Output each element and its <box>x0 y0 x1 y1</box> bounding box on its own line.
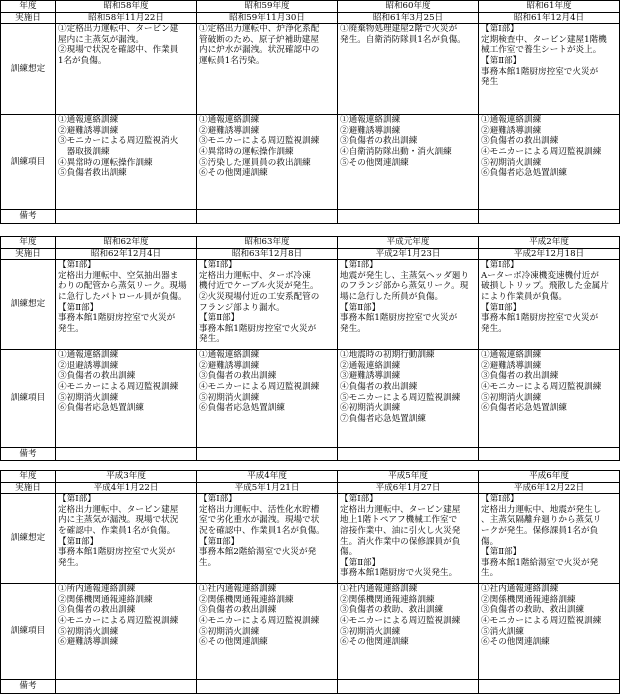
year-row <box>1 471 620 483</box>
cell-line: フランジ部より漏水。 <box>199 302 285 313</box>
cell-line: に急行したパトロール員が負傷。 <box>58 291 187 302</box>
items-cell <box>197 350 338 448</box>
cell-line: 事務本館1階厨房控室で火災が <box>58 313 176 324</box>
notes-row <box>1 210 620 224</box>
cell-line: 事務本館2階給湯室で火災が発 <box>199 547 317 558</box>
cell-line: ①社内通報連絡訓練 <box>481 584 559 595</box>
scenario-cell <box>56 24 197 115</box>
date-cell: 昭和61年12月4日 <box>479 12 620 24</box>
cell-line: ②関係機関通報連絡訓練 <box>481 594 576 605</box>
cell-line: 【第Ⅱ部】 <box>58 536 99 547</box>
cell-line: わりの配管から蒸気リーク。現場 <box>58 281 187 292</box>
cell-line: ②避難誘導訓練 <box>199 360 260 371</box>
cell-line: 管破断のため、原子炉補助建屋 <box>199 34 319 45</box>
cell-line: 【第Ⅱ部】 <box>481 547 522 558</box>
date-row <box>1 482 620 494</box>
items-cell <box>338 584 479 680</box>
items-cell <box>338 350 479 448</box>
cell-line: 器取扱訓練 <box>58 146 110 157</box>
cell-line: 【第Ⅰ部】 <box>199 260 237 271</box>
cell-line: ③負傷者の救出訓練 <box>340 136 418 147</box>
cell-line: ③避難誘導訓練 <box>340 371 401 382</box>
cell-line: ⑥その他関連訓練 <box>199 168 268 179</box>
cell-line: ③負傷者の救助、救出訓練 <box>340 605 444 616</box>
cell-line: ④モニカーによる周辺監視訓練 <box>199 381 320 392</box>
drill-table-2 <box>0 236 620 461</box>
cell-line: 機付近でケーブル火災が発生。 <box>199 281 319 292</box>
cell-line: 【第Ⅱ部】 <box>481 302 522 313</box>
cell-line: 室で劣化重水が漏洩。現場で状 <box>199 515 320 526</box>
year-cell: 昭和60年度 <box>338 1 479 13</box>
items-label: 訓練項目 <box>1 350 56 448</box>
date-cell: 昭和62年12月4日 <box>56 248 197 260</box>
cell-line: 破損しトリップ。飛散した金属片 <box>481 281 609 292</box>
cell-line: ⑤モニカーによる周辺監視訓練 <box>340 392 461 403</box>
cell-line: ②火災現場付近の工安系配管の <box>199 291 320 302</box>
cell-line: 【第Ⅱ部】 <box>340 557 381 568</box>
cell-line: 生。 <box>199 557 217 568</box>
cell-line: ③負傷者の救助、救出訓練 <box>481 605 585 616</box>
date-cell: 昭和59年11月30日 <box>197 12 338 24</box>
items-cell <box>479 350 620 448</box>
items-cell <box>197 115 338 210</box>
cell-line: ①地震時の初期行動訓練 <box>340 350 435 361</box>
cell-line: ⑥その他関連訓練 <box>481 637 550 648</box>
year-cell: 平成6年度 <box>479 471 620 483</box>
year-cell: 昭和62年度 <box>56 237 197 249</box>
cell-line: 事務本館1階厨房控室で火災が <box>340 313 458 324</box>
cell-line: 【第Ⅰ部】 <box>58 494 96 505</box>
year-cell: 昭和58年度 <box>56 1 197 13</box>
cell-line: 発生。 <box>58 557 84 568</box>
cell-line: ④モニカーによる周辺監視訓練 <box>481 615 602 626</box>
cell-line: ④負傷者の救出訓練 <box>340 381 418 392</box>
year-row <box>1 1 620 13</box>
cell-line: ④異常時の運転操作訓練 <box>199 146 294 157</box>
notes-cell <box>56 680 197 694</box>
cell-line: 事務本館1階厨房控室で火災が <box>481 66 599 77</box>
date-cell: 平成2年12月18日 <box>479 248 620 260</box>
date-cell: 平成6年1月27日 <box>338 482 479 494</box>
cell-line: ②避難誘導訓練 <box>340 125 401 136</box>
cell-line: 【第Ⅰ部】 <box>340 494 378 505</box>
notes-cell <box>479 210 620 224</box>
cell-line: 事務本館1階厨房控室で火災が <box>481 313 599 324</box>
scenario-row <box>1 260 620 350</box>
cell-line: 【第Ⅰ部】 <box>58 260 96 271</box>
cell-line: ④モニカーによる周辺監視訓練 <box>199 615 320 626</box>
cell-line: 【第Ⅱ部】 <box>199 313 240 324</box>
notes-cell <box>338 210 479 224</box>
drill-table-3 <box>0 470 620 694</box>
date-cell: 平成2年1月23日 <box>338 248 479 260</box>
drill-table-1 <box>0 0 620 224</box>
cell-line: ①定格出力運転中、タービン建 <box>58 24 179 35</box>
date-row <box>1 248 620 260</box>
cell-line: 【第Ⅱ部】 <box>340 302 381 313</box>
cell-line: ①通報連絡訓練 <box>58 350 119 361</box>
cell-line: 事務本館1階厨房控室で火災が <box>58 547 176 558</box>
items-cell <box>479 584 620 680</box>
cell-line: ①通報連絡訓練 <box>199 115 260 126</box>
cell-line: 械工作室で養生シートが炎上。 <box>481 45 602 56</box>
cell-line: ⑤負傷者救出訓練 <box>58 168 127 179</box>
cell-line: ⑤初期消火訓練 <box>58 392 119 403</box>
cell-line: ①通報連絡訓練 <box>481 115 542 126</box>
cell-line: 事務本館1階給湯室で火災が発 <box>481 557 599 568</box>
date-label: 実施日 <box>1 12 56 24</box>
cell-line: ④モニカーによる周辺監視訓練 <box>340 615 461 626</box>
cell-line: ⑥初期消火訓練 <box>340 403 401 414</box>
cell-line: ②避難誘導訓練 <box>58 125 119 136</box>
date-row <box>1 12 620 24</box>
cell-line: ①通報連絡訓練 <box>481 350 542 361</box>
year-cell: 平成4年度 <box>197 471 338 483</box>
notes-cell <box>479 680 620 694</box>
cell-line: 傷。 <box>481 536 499 547</box>
scenario-label: 訓練想定 <box>1 260 56 350</box>
scenario-cell <box>197 24 338 115</box>
notes-cell <box>56 448 197 461</box>
cell-line: 定格出力運転中、地震が発生し <box>481 504 602 515</box>
year-cell: 平成3年度 <box>56 471 197 483</box>
cell-line: ⑤その他関連訓練 <box>340 157 409 168</box>
cell-line: 【第Ⅱ部】 <box>199 536 240 547</box>
scenario-cell <box>338 494 479 584</box>
notes-row <box>1 448 620 461</box>
year-label: 年度 <box>1 471 56 483</box>
date-cell: 昭和63年12月8日 <box>197 248 338 260</box>
cell-line: により作業員が負傷。 <box>481 291 567 302</box>
cell-line: ①通報連絡訓練 <box>340 115 401 126</box>
cell-line: Aーターボ冷凍機変速機付近が <box>481 270 599 281</box>
cell-line: ⑥その他関連訓練 <box>340 637 409 648</box>
cell-line: ⑤初期消火訓練 <box>199 392 260 403</box>
date-cell: 昭和58年11月22日 <box>56 12 197 24</box>
cell-line: 【第Ⅱ部】 <box>58 302 99 313</box>
cell-line: 運転員1名汚染。 <box>199 55 265 66</box>
notes-cell <box>479 448 620 461</box>
cell-line: 定格出力運転中、タービン建屋 <box>340 504 461 515</box>
cell-line: を確認中、作業員1名が負傷。 <box>58 525 176 536</box>
items-cell <box>338 115 479 210</box>
cell-line: ⑤消火訓練 <box>481 626 524 637</box>
cell-line: ①通報連絡訓練 <box>199 350 260 361</box>
cell-line: ⑤初期消火訓練 <box>58 626 119 637</box>
cell-line: ②関係機関通報連絡訓練 <box>340 594 435 605</box>
cell-line: ④モニカーによる周辺監視訓練 <box>58 381 179 392</box>
cell-line: ①通報連絡訓練 <box>58 115 119 126</box>
scenario-cell <box>479 494 620 584</box>
cell-line: ④異常時の運転操作訓練 <box>58 157 153 168</box>
cell-line: ②避難誘導訓練 <box>199 125 260 136</box>
cell-line: ②現場で状況を確認中、作業員 <box>58 45 179 56</box>
date-label: 実施日 <box>1 482 56 494</box>
cell-line: ③負傷者の救出訓練 <box>481 371 559 382</box>
items-row <box>1 584 620 680</box>
cell-line: 事務本館1階厨房控室で火災が <box>199 323 317 334</box>
cell-line: 【第Ⅱ部】 <box>481 55 522 66</box>
items-cell <box>197 584 338 680</box>
notes-cell <box>338 680 479 694</box>
scenario-cell <box>479 24 620 115</box>
notes-row <box>1 680 620 694</box>
cell-line: ⑤初期消火訓練 <box>481 157 542 168</box>
cell-line: 発生。自衛消防隊員1名が負傷。 <box>340 34 466 45</box>
cell-line: ⑤初期消火訓練 <box>340 626 401 637</box>
date-label: 実施日 <box>1 248 56 260</box>
cell-line: 1名が負傷。 <box>58 55 107 66</box>
cell-line: 況を確認中、作業員1名が負傷。 <box>199 525 325 536</box>
scenario-cell <box>197 260 338 350</box>
scenario-cell <box>56 260 197 350</box>
items-row <box>1 350 620 448</box>
cell-line: 【第Ⅰ部】 <box>481 24 519 35</box>
year-cell: 平成2年度 <box>479 237 620 249</box>
cell-line: 溶接作業中、油に引火し火災発 <box>340 525 461 536</box>
cell-line: 地震が発生し、主蒸気ヘッダ廻り <box>340 270 469 281</box>
cell-line: 発生 <box>481 77 499 88</box>
year-label: 年度 <box>1 1 56 13</box>
notes-cell <box>197 210 338 224</box>
items-cell <box>479 115 620 210</box>
cell-line: ④モニカーによる周辺監視訓練 <box>481 381 602 392</box>
cell-line: ①社内通報連絡訓練 <box>340 584 418 595</box>
cell-line: ⑦負傷者応急処置訓練 <box>340 413 426 424</box>
cell-line: ークが発生。保修課員1名が負 <box>481 525 599 536</box>
year-cell: 昭和61年度 <box>479 1 620 13</box>
cell-line: 地上1階トペアフ機械工作室で <box>340 515 458 526</box>
cell-line: 発生。 <box>340 323 366 334</box>
cell-line: ④自衛消防隊出動・消火訓練 <box>340 146 452 157</box>
cell-line: 発生。 <box>199 334 225 345</box>
scenario-row <box>1 494 620 584</box>
year-cell: 昭和59年度 <box>197 1 338 13</box>
cell-line: ②退避誘導訓練 <box>58 360 119 371</box>
cell-line: ③モニカーによる周辺監視訓練 <box>199 136 320 147</box>
items-cell <box>56 350 197 448</box>
year-label: 年度 <box>1 237 56 249</box>
cell-line: ⑥その他関連訓練 <box>199 637 268 648</box>
cell-line: のフランジ部から蒸気リーク。現 <box>340 281 469 292</box>
notes-label: 備考 <box>1 448 56 461</box>
cell-line: ③負傷者の救出訓練 <box>58 371 136 382</box>
cell-line: ⑥避難誘導訓練 <box>58 637 119 648</box>
scenario-cell <box>479 260 620 350</box>
year-cell: 平成5年度 <box>338 471 479 483</box>
cell-line: 事務本館1階厨房で火災発生。 <box>340 568 458 579</box>
cell-line: ①社内通報連絡訓練 <box>199 584 277 595</box>
cell-line: ②避難誘導訓練 <box>481 360 542 371</box>
cell-line: 定格出力運転中、タービン建屋 <box>58 504 179 515</box>
year-cell: 昭和63年度 <box>197 237 338 249</box>
cell-line: 定期検査中、タービン建屋1階機 <box>481 34 607 45</box>
notes-label: 備考 <box>1 680 56 694</box>
items-cell <box>56 115 197 210</box>
cell-line: 内に炉水が漏洩。状況確認中の <box>199 45 320 56</box>
cell-line: ④モニカーによる周辺監視訓練 <box>481 146 602 157</box>
notes-cell <box>197 448 338 461</box>
cell-line: 生。消火作業中の保修課員が負 <box>340 536 461 547</box>
notes-cell <box>56 210 197 224</box>
date-cell: 平成4年1月22日 <box>56 482 197 494</box>
items-row <box>1 115 620 210</box>
cell-line: 傷。 <box>340 547 358 558</box>
notes-label: 備考 <box>1 210 56 224</box>
cell-line: ②通報連絡訓練 <box>340 360 401 371</box>
cell-line: ⑥負傷者応急処置訓練 <box>58 403 144 414</box>
cell-line: ②関係機関通報連絡訓練 <box>58 594 153 605</box>
cell-line: 【第Ⅰ部】 <box>481 494 519 505</box>
cell-line: ③負傷者の救出訓練 <box>58 605 136 616</box>
cell-line: 屋内に主蒸気が漏洩。 <box>58 34 144 45</box>
cell-line: ⑤汚染した運員員の救出訓練 <box>199 157 311 168</box>
date-cell: 平成6年12月22日 <box>479 482 620 494</box>
cell-line: 発生。 <box>481 323 507 334</box>
scenario-cell <box>197 494 338 584</box>
cell-line: ②関係機関通報連絡訓練 <box>199 594 294 605</box>
scenario-label: 訓練想定 <box>1 494 56 584</box>
cell-line: ②避難誘導訓練 <box>481 125 542 136</box>
cell-line: ③負傷者の救出訓練 <box>199 371 277 382</box>
date-cell: 昭和61年3月25日 <box>338 12 479 24</box>
cell-line: ⑥負傷者応急処置訓練 <box>481 403 567 414</box>
cell-line: 生。 <box>481 568 499 579</box>
scenario-cell <box>338 24 479 115</box>
year-cell: 平成元年度 <box>338 237 479 249</box>
cell-line: 定格出力運転中、活性化水貯槽 <box>199 504 320 515</box>
cell-line: 、主蒸気隔離弁廻りから蒸気リ <box>481 515 602 526</box>
cell-line: ④モニカーによる周辺監視訓練 <box>58 615 179 626</box>
cell-line: 【第Ⅰ部】 <box>199 494 237 505</box>
date-cell: 平成5年1月21日 <box>197 482 338 494</box>
scenario-cell <box>56 494 197 584</box>
cell-line: 内に主蒸気が漏洩。現場で状況 <box>58 515 179 526</box>
scenario-cell <box>338 260 479 350</box>
cell-line: 定格出力運転中、空気抽出器ま <box>58 270 179 281</box>
cell-line: ①定格出力運転中、炉浄化系配 <box>199 24 320 35</box>
cell-line: ⑤初期消火訓練 <box>481 392 542 403</box>
items-cell <box>56 584 197 680</box>
cell-line: ①所内通報連絡訓練 <box>58 584 136 595</box>
cell-line: 【第Ⅰ部】 <box>481 260 519 271</box>
cell-line: 定格出力運転中、ターボ冷凍 <box>199 270 311 281</box>
items-label: 訓練項目 <box>1 584 56 680</box>
year-row <box>1 237 620 249</box>
notes-cell <box>338 448 479 461</box>
cell-line: ③モニカーによる周辺監視消火 <box>58 136 179 147</box>
cell-line: ③負傷者の救出訓練 <box>199 605 277 616</box>
cell-line: ①廃棄物処理建屋2階で火災が <box>340 24 458 35</box>
notes-cell <box>197 680 338 694</box>
scenario-label: 訓練想定 <box>1 24 56 115</box>
items-label: 訓練項目 <box>1 115 56 210</box>
cell-line: 【第Ⅰ部】 <box>340 260 378 271</box>
cell-line: ⑥負傷者応急処置訓練 <box>199 403 285 414</box>
cell-line: 発生。 <box>58 323 84 334</box>
cell-line: 場に急行した所員が負傷。 <box>340 291 444 302</box>
cell-line: ③負傷者の救出訓練 <box>481 136 559 147</box>
cell-line: ⑥負傷者応急処置訓練 <box>481 168 567 179</box>
scenario-row <box>1 24 620 115</box>
cell-line: ⑤初期消火訓練 <box>199 626 260 637</box>
